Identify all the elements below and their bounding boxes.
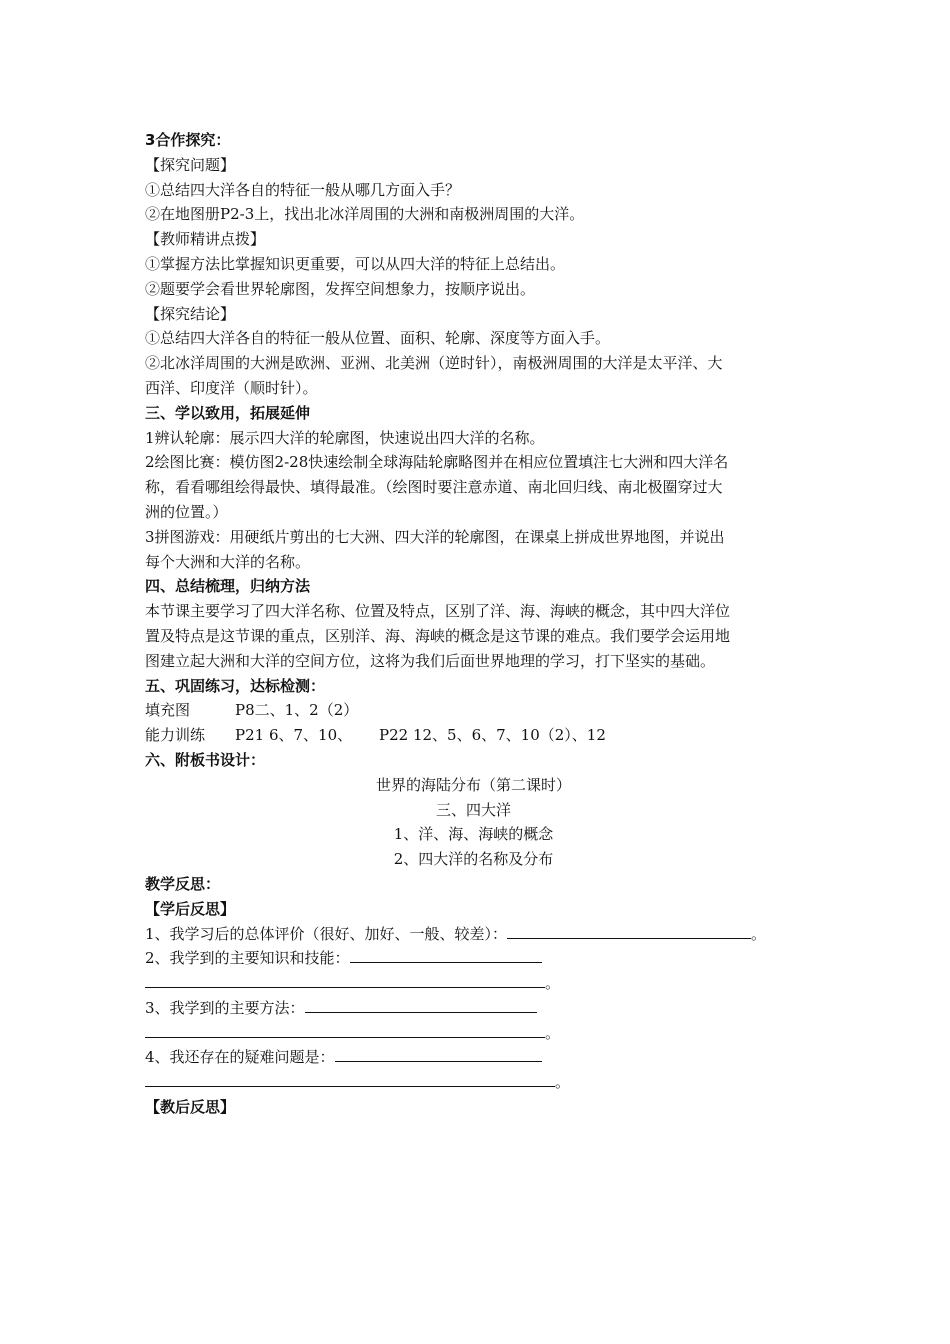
period: 。: [545, 974, 561, 993]
reflection-row: [145, 971, 810, 996]
reflection-prompt: 1、我学习后的总体评价（很好、加好、一般、较差）：: [145, 924, 508, 943]
answer-blank[interactable]: [335, 1046, 542, 1062]
paragraph: 西洋、印度洋（顺时针）。: [145, 378, 318, 397]
document-page: [145, 128, 810, 1120]
paragraph: ①总结四大洋各自的特征一般从哪几方面入手？: [145, 180, 461, 199]
paragraph: 本节课主要学习了四大洋名称、位置及特点，区别了洋、海、海峡的概念，其中四大洋位: [145, 602, 731, 621]
paragraph: 置及特点是这节课的重点，区别洋、海、海峡的概念是这节课的难点。我们要学会运用地: [145, 626, 731, 645]
exercise-value: P21 6、7、10、: [235, 726, 353, 745]
period: 。: [545, 1023, 561, 1042]
paragraph: 洲的位置。）: [145, 502, 228, 521]
subheading: 【教师精讲点拨】: [145, 230, 266, 249]
board-line: 2、四大洋的名称及分布: [393, 850, 554, 869]
paragraph: 称，看看哪组绘得最快、填得最准。（绘图时要注意赤道、南北回归线、南北极圈穿过大: [145, 478, 723, 497]
exercise-row: [145, 698, 810, 723]
board-title: 世界的海陆分布（第二课时）: [375, 775, 571, 794]
exercise-label: 填充图: [145, 701, 191, 720]
paragraph: ②在地图册P2-3上，找出北冰洋周围的大洲和南极洲周围的大洋。: [145, 205, 585, 224]
subheading: 【探究结论】: [145, 304, 236, 323]
subheading: 【教后反思】: [145, 1098, 236, 1117]
board-line: 1、洋、海、海峡的概念: [393, 825, 554, 844]
section-heading: 五、巩固练习，达标检测：: [145, 676, 326, 695]
section-heading: 教学反思：: [145, 874, 221, 893]
reflection-prompt: 2、我学到的主要知识和技能：: [145, 949, 350, 968]
reflection-row: [145, 1021, 810, 1046]
exercise-label: 能力训练: [145, 726, 206, 745]
reflection-row: [145, 996, 810, 1021]
period: 。: [751, 924, 767, 943]
paragraph: ①掌握方法比掌握知识更重要，可以从四大洋的特征上总结出。: [145, 254, 566, 273]
reflection-prompt: 4、我还存在的疑难问题是：: [145, 1048, 335, 1067]
paragraph: ②题要学会看世界轮廓图，发挥空间想象力，按顺序说出。: [145, 279, 536, 298]
reflection-row: [145, 922, 810, 947]
reflection-row: [145, 946, 810, 971]
board-line: 三、四大洋: [435, 800, 511, 819]
paragraph: 2绘图比赛：模仿图2-28快速绘制全球海陆轮廓略图并在相应位置填注七大洲和四大洋名: [145, 453, 729, 472]
exercise-row: [145, 723, 810, 748]
answer-blank[interactable]: [145, 972, 545, 988]
section-heading: 3合作探究：: [145, 131, 231, 149]
reflection-row: [145, 1070, 810, 1095]
section-heading: 四、总结梳理，归纳方法: [145, 577, 311, 596]
answer-blank[interactable]: [145, 1022, 545, 1038]
answer-blank[interactable]: [350, 947, 542, 963]
paragraph: ②北冰洋周围的大洲是欧洲、亚洲、北美洲（逆时针），南极洲周围的大洋是太平洋、大: [145, 354, 723, 373]
paragraph: ①总结四大洋各自的特征一般从位置、面积、轮廓、深度等方面入手。: [145, 329, 611, 348]
exercise-value: P8二、1、2（2）: [235, 701, 359, 720]
answer-blank[interactable]: [507, 923, 751, 939]
paragraph: 图建立起大洲和大洋的空间方位，这将为我们后面世界地理的学习，打下坚实的基础。: [145, 651, 716, 670]
paragraph: 3拼图游戏：用硬纸片剪出的七大洲、四大洋的轮廓图，在课桌上拼成世界地图，并说出: [145, 527, 725, 546]
period: 。: [555, 1073, 571, 1092]
reflection-prompt: 3、我学到的主要方法：: [145, 998, 305, 1017]
section-heading: 三、学以致用，拓展延伸: [145, 403, 311, 422]
paragraph: 1辨认轮廓：展示四大洋的轮廓图，快速说出四大洋的名称。: [145, 428, 545, 447]
answer-blank[interactable]: [145, 1071, 555, 1087]
paragraph: 每个大洲和大洋的名称。: [145, 552, 311, 571]
exercise-value: P22 12、5、6、7、10（2）、12: [379, 726, 606, 745]
subheading: 【学后反思】: [145, 899, 236, 918]
subheading: 【探究问题】: [145, 155, 236, 174]
section-heading: 六、附板书设计：: [145, 750, 266, 769]
answer-blank[interactable]: [305, 997, 537, 1013]
reflection-row: [145, 1045, 810, 1070]
